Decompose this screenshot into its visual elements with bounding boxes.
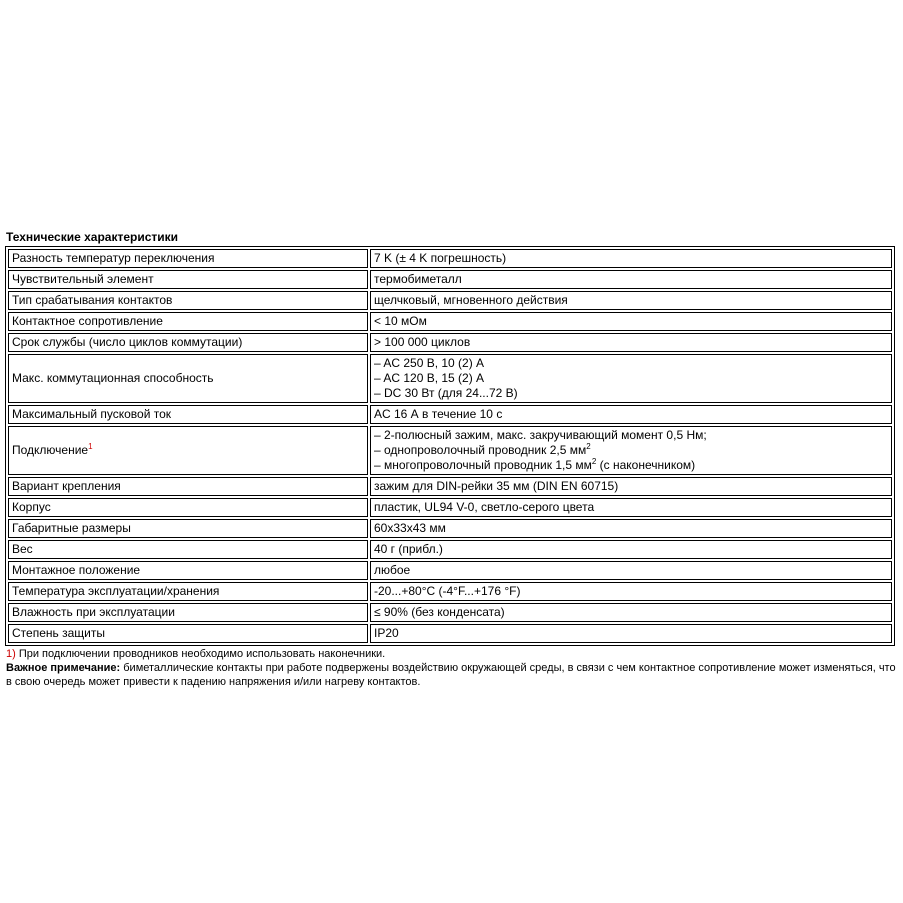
row-label: Чувствительный элемент bbox=[8, 270, 368, 289]
row-value: -20...+80°C (-4°F...+176 °F) bbox=[370, 582, 892, 601]
footnote-ref: 1 bbox=[88, 442, 93, 451]
spec-document bbox=[5, 230, 897, 689]
row-label: Макс. коммутационная способность bbox=[8, 354, 368, 403]
row-label: Степень защиты bbox=[8, 624, 368, 643]
table-row bbox=[8, 519, 892, 538]
table-row bbox=[8, 582, 892, 601]
row-label: Контактное сопротивление bbox=[8, 312, 368, 331]
row-label: Разность температур переключения bbox=[8, 249, 368, 268]
row-value: 40 г (прибл.) bbox=[370, 540, 892, 559]
row-label bbox=[8, 426, 368, 475]
value-line-text: – однопроволочный проводник 2,5 мм bbox=[374, 443, 587, 457]
value-line: – AC 120 В, 15 (2) А bbox=[374, 371, 485, 385]
table-row bbox=[8, 333, 892, 352]
table-row bbox=[8, 477, 892, 496]
row-value: зажим для DIN-рейки 35 мм (DIN EN 60715) bbox=[370, 477, 892, 496]
row-label: Габаритные размеры bbox=[8, 519, 368, 538]
important-note bbox=[6, 661, 897, 689]
row-value: AC 16 А в течение 10 с bbox=[370, 405, 892, 424]
value-line bbox=[374, 443, 888, 458]
row-value: любое bbox=[370, 561, 892, 580]
section-title: Технические характеристики bbox=[6, 230, 179, 244]
table-row bbox=[8, 354, 892, 403]
value-line: – AC 250 В, 10 (2) А bbox=[374, 356, 485, 370]
row-value: пластик, UL94 V-0, светло-серого цвета bbox=[370, 498, 892, 517]
table-row bbox=[8, 426, 892, 475]
value-line: – DC 30 Вт (для 24...72 В) bbox=[374, 386, 518, 400]
value-line bbox=[374, 458, 888, 473]
superscript: 2 bbox=[586, 442, 591, 451]
row-value: > 100 000 циклов bbox=[370, 333, 892, 352]
value-line-text: – многопроволочный проводник 1,5 мм bbox=[374, 458, 592, 472]
table-row bbox=[8, 540, 892, 559]
row-label: Вариант крепления bbox=[8, 477, 368, 496]
row-value: 60x33x43 мм bbox=[370, 519, 892, 538]
row-label: Максимальный пусковой ток bbox=[8, 405, 368, 424]
row-label: Монтажное положение bbox=[8, 561, 368, 580]
row-label: Температура эксплуатации/хранения bbox=[8, 582, 368, 601]
table-row bbox=[8, 498, 892, 517]
row-label: Корпус bbox=[8, 498, 368, 517]
value-line-tail: (с наконечником) bbox=[596, 458, 696, 472]
table-row bbox=[8, 405, 892, 424]
superscript: 2 bbox=[591, 457, 597, 466]
row-value: щелчковый, мгновенного действия bbox=[370, 291, 892, 310]
footnote-text: При подключении проводников необходимо использовать наконечники. bbox=[15, 648, 386, 660]
footnote bbox=[6, 648, 897, 661]
row-label: Срок службы (число циклов коммутации) bbox=[8, 333, 368, 352]
table-row bbox=[8, 270, 892, 289]
table-row bbox=[8, 561, 892, 580]
table-row bbox=[8, 624, 892, 643]
note-label: Важное примечание: bbox=[6, 662, 121, 674]
row-value: 7 K (± 4 K погрешность) bbox=[370, 249, 892, 268]
row-label: Влажность при эксплуатации bbox=[8, 603, 368, 622]
table-row bbox=[8, 291, 892, 310]
value-line: – 2-полюсный зажим, макс. закручивающий момент 0,5 Нм; bbox=[374, 428, 707, 442]
row-value bbox=[370, 354, 892, 403]
table-row bbox=[8, 312, 892, 331]
row-value: ≤ 90% (без конденсата) bbox=[370, 603, 892, 622]
table-row bbox=[8, 249, 892, 268]
row-label: Тип срабатывания контактов bbox=[8, 291, 368, 310]
spec-table bbox=[5, 246, 895, 646]
row-value bbox=[370, 426, 892, 475]
row-value: термобиметалл bbox=[370, 270, 892, 289]
row-label-text: Подключение bbox=[12, 443, 89, 457]
footnote-mark: 1) bbox=[6, 648, 16, 660]
table-row bbox=[8, 603, 892, 622]
note-text: биметаллические контакты при работе подвержены воздействию окружающей среды, в связи с чем контактное сопротивление может изменяться, что в свою очередь может привести к падению напряжения и/или нагреву контактов. bbox=[6, 662, 896, 688]
row-value: < 10 мОм bbox=[370, 312, 892, 331]
row-label: Вес bbox=[8, 540, 368, 559]
row-value: IP20 bbox=[370, 624, 892, 643]
